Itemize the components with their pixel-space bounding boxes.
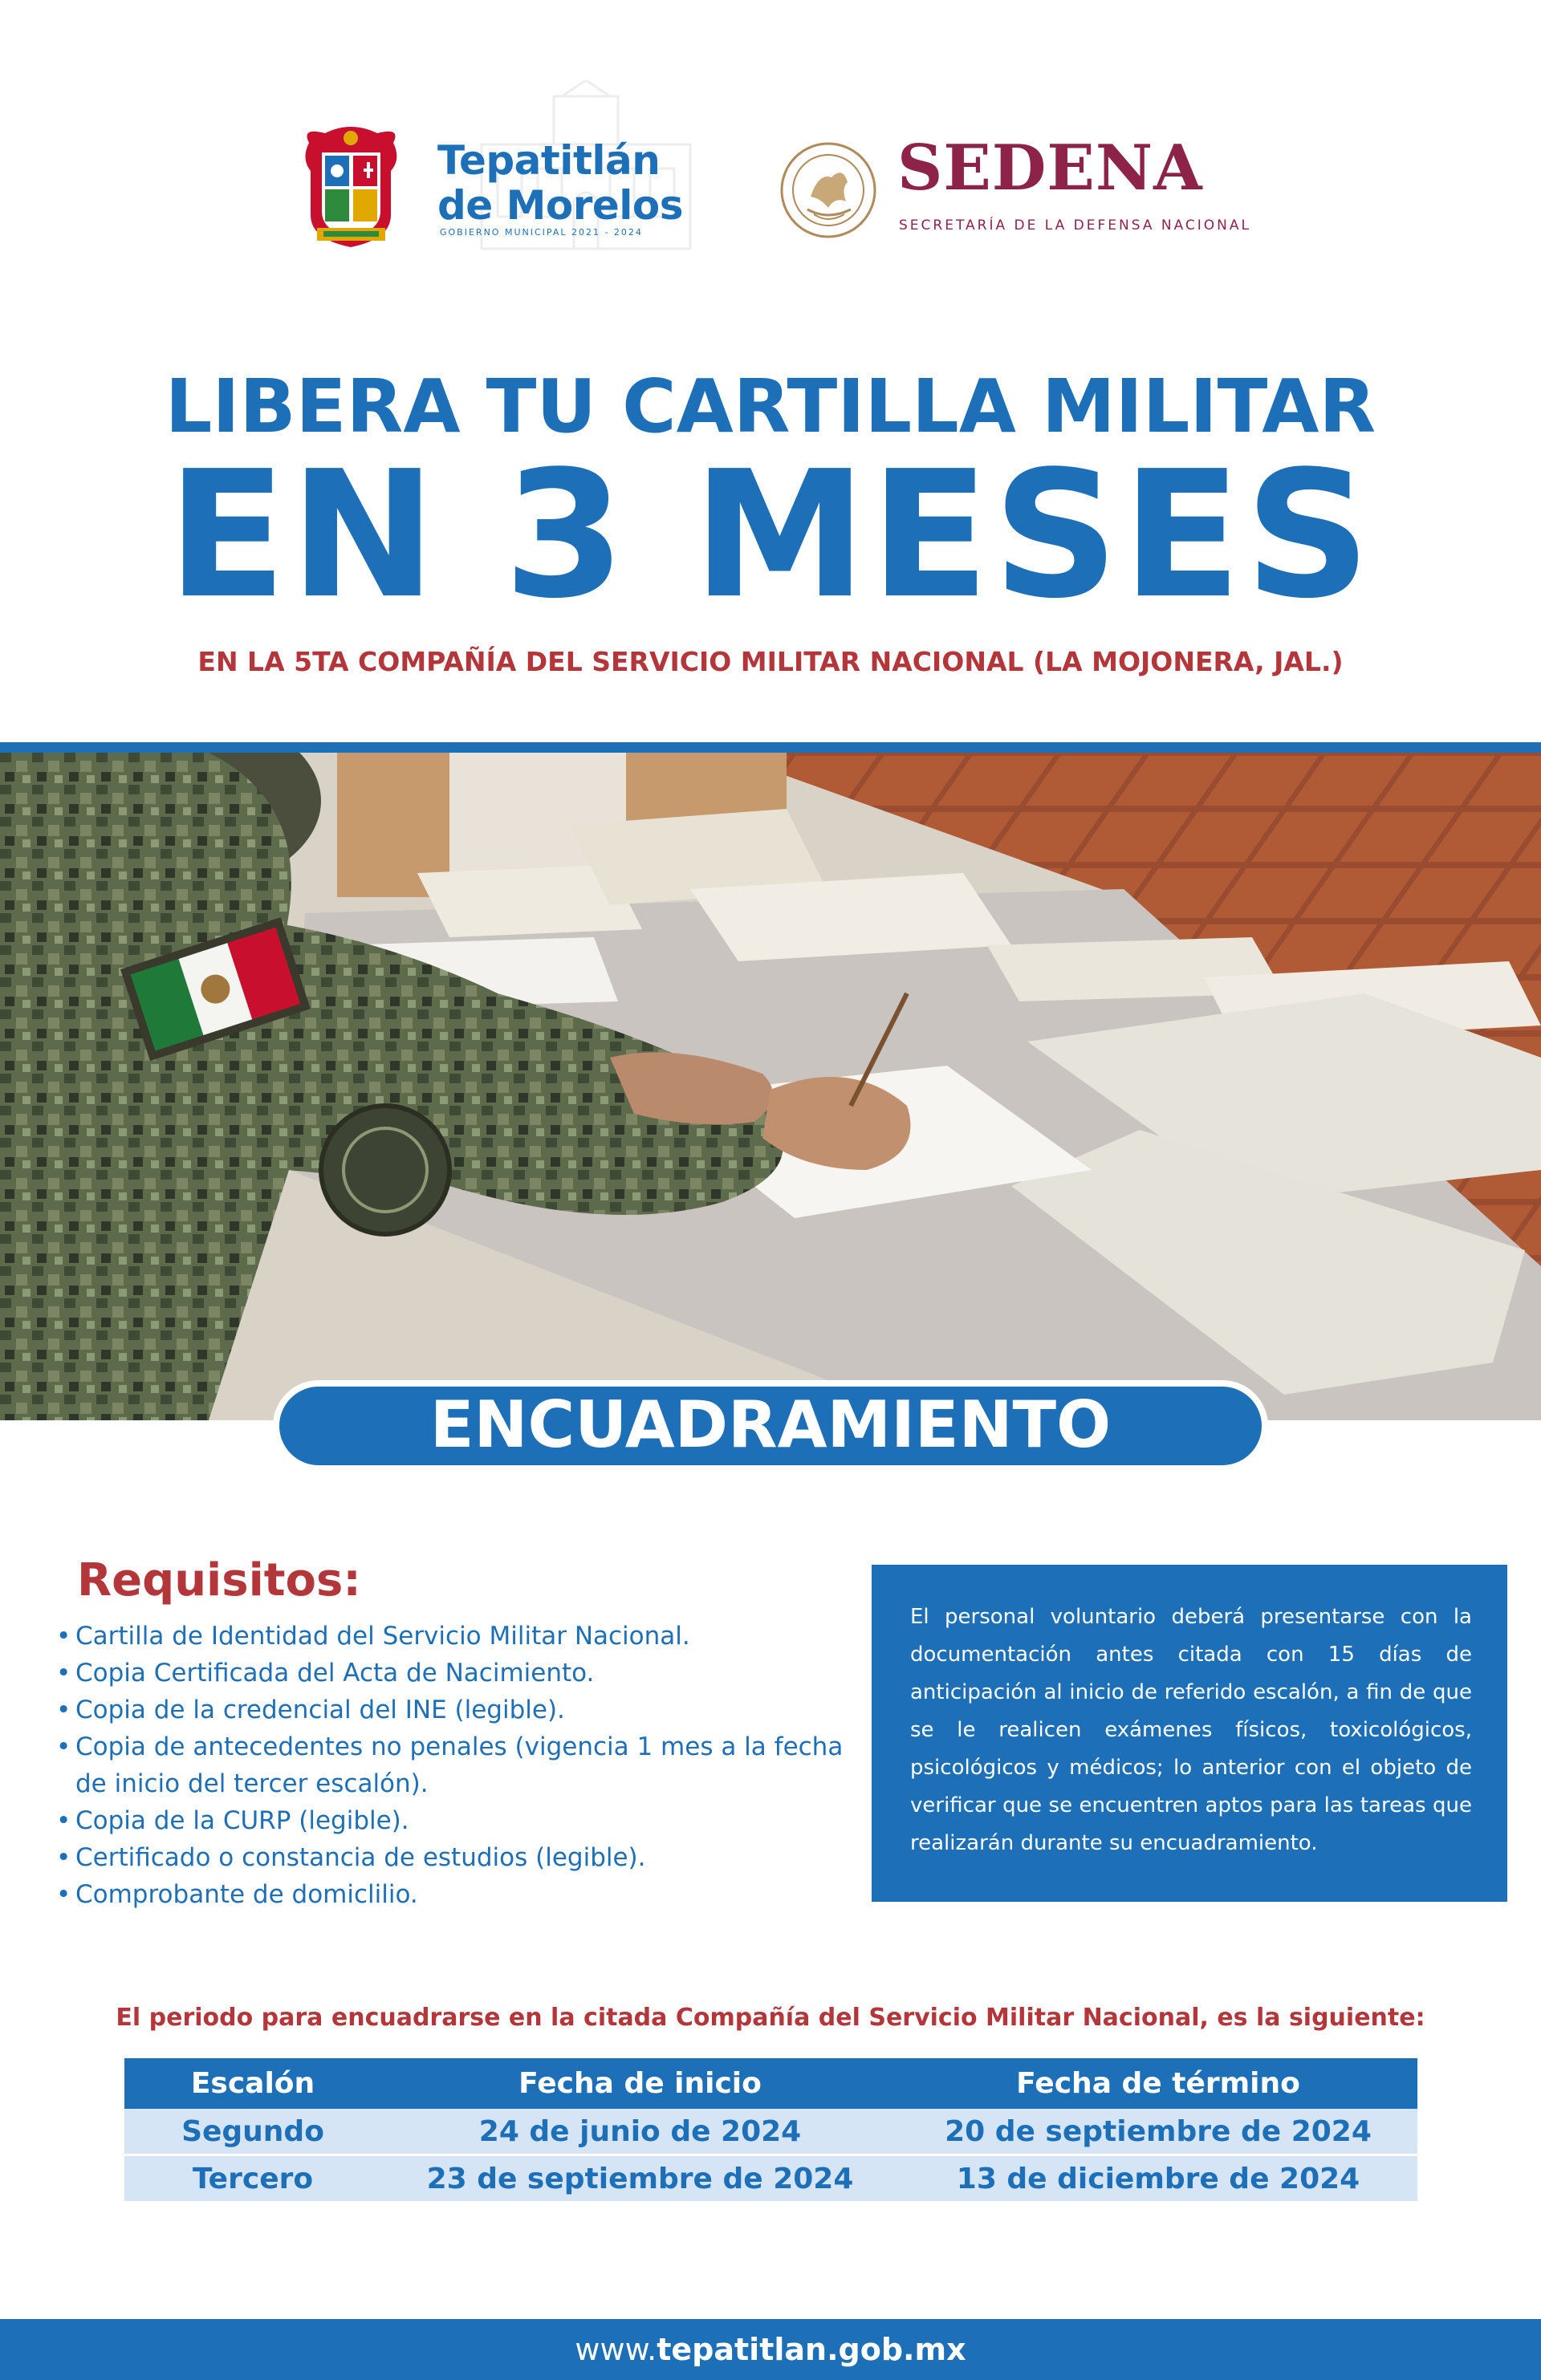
footer bbox=[0, 2319, 1541, 2380]
table-cell: Segundo bbox=[124, 2109, 381, 2155]
soldier-photo bbox=[0, 753, 1541, 1420]
tepatitlan-title-line1: Tepatitlán bbox=[437, 137, 661, 184]
url-domain: tepatitlan.gob.mx bbox=[657, 2332, 966, 2367]
headline-line2: EN 3 MESES bbox=[167, 434, 1374, 637]
encuadramiento-banner: ENCUADRAMIENTO bbox=[273, 1380, 1268, 1472]
headline-line1: LIBERA TU CARTILLA MILITAR bbox=[165, 363, 1376, 449]
table-row bbox=[124, 2155, 1417, 2202]
headline-line3: EN LA 5TA COMPAÑÍA DEL SERVICIO MILITAR NACIONAL (LA MOJONERA, JAL.) bbox=[197, 646, 1344, 677]
sedena-subtitle: SECRETARÍA DE LA DEFENSA NACIONAL bbox=[899, 217, 1251, 234]
table-cell: 24 de junio de 2024 bbox=[381, 2109, 899, 2155]
header-fecha-inicio: Fecha de inicio bbox=[381, 2058, 899, 2109]
table-header-row bbox=[124, 2058, 1417, 2109]
national-seal-icon bbox=[779, 140, 879, 241]
list-item: • Copia de la credencial del INE (legible). bbox=[56, 1692, 867, 1728]
info-text: El personal voluntario deberá presentarse con la documentación antes citada con 15 días de anticipación al inicio de referido escalón, a fin de que se le realicen exámenes físicos, toxicológicos, psicológicos y médicos; lo anterior con el objeto de verificar que se encuentren aptos para las tareas que realizarán durante su encuadramiento. bbox=[910, 1605, 1472, 1855]
requisitos-list bbox=[56, 1618, 867, 1913]
list-item: • Comprobante de domiclilio. bbox=[56, 1876, 867, 1913]
period-table bbox=[124, 2058, 1417, 2201]
tepatitlan-title bbox=[437, 138, 683, 228]
list-item: • Certificado o constancia de estudios (legible). bbox=[56, 1839, 867, 1876]
url-prefix: www. bbox=[575, 2332, 657, 2367]
header-escalon: Escalón bbox=[124, 2058, 381, 2109]
photo-top-bar bbox=[0, 742, 1541, 753]
sedena-title: SEDENA bbox=[897, 132, 1203, 205]
table-cell: 13 de diciembre de 2024 bbox=[899, 2155, 1417, 2202]
header-fecha-termino: Fecha de término bbox=[899, 2058, 1417, 2109]
website-link[interactable] bbox=[575, 2332, 966, 2367]
period-intro: El periodo para encuadrarse en la citada Compañía del Servicio Militar Nacional, es la siguiente: bbox=[116, 2004, 1425, 2032]
info-box bbox=[872, 1565, 1507, 1902]
list-item: • Cartilla de Identidad del Servicio Militar Nacional. bbox=[56, 1618, 867, 1655]
municipal-crest-icon bbox=[301, 127, 401, 247]
table-cell: 23 de septiembre de 2024 bbox=[381, 2155, 899, 2202]
tepatitlan-subtitle: GOBIERNO MUNICIPAL 2021 - 2024 bbox=[440, 227, 643, 238]
list-item: • Copia de antecedentes no penales (vigencia 1 mes a la fecha de inicio del tercer escalón). bbox=[56, 1728, 867, 1802]
table-cell: 20 de septiembre de 2024 bbox=[899, 2109, 1417, 2155]
table-row bbox=[124, 2109, 1417, 2155]
tepatitlan-title-line2: de Morelos bbox=[437, 182, 684, 229]
requisitos-title: Requisitos: bbox=[77, 1554, 361, 1606]
table-cell: Tercero bbox=[124, 2155, 381, 2202]
list-item: • Copia Certificada del Acta de Nacimiento. bbox=[56, 1655, 867, 1692]
list-item: • Copia de la CURP (legible). bbox=[56, 1802, 867, 1839]
